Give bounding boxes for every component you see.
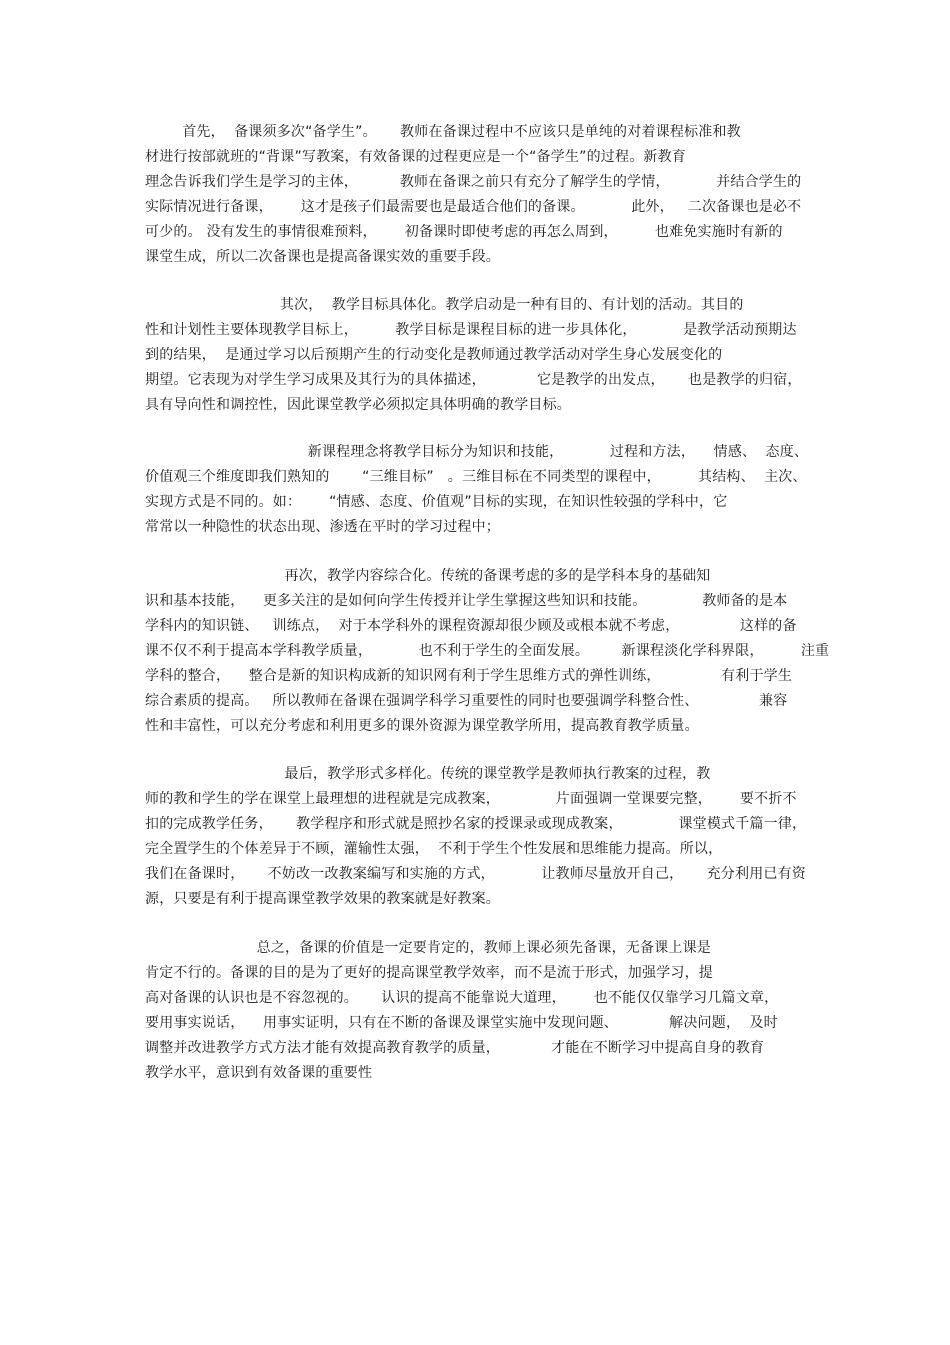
text-line: 可少的。 没有发生的事情很难预料， 初备课时即使考虑的再怎么周到， 也难免实施时有新的	[145, 224, 783, 240]
text-line: 课不仅不利于提高本学科教学质量， 也不利于学生的全面发展。 新课程淡化学科界限， 注重	[145, 643, 830, 659]
text-line: 实现方式是不同的。如： “情感、态度、价值观”目标的实现，在知识性较强的学科中，它	[145, 494, 728, 510]
text-line: 扣的完成教学任务， 教学程序和形式就是照抄名家的授课录或现成教案， 课堂模式千篇一律，	[145, 816, 807, 832]
text-line: 期望。它表现为对学生学习成果及其行为的具体描述， 它是教学的出发点， 也是教学的归宿，	[145, 372, 802, 388]
text-line: 课堂生成，所以二次备课也是提高备课实效的重要手段。	[145, 249, 500, 265]
text-line: 常常以一种隐性的状态出现、渗透在平时的学习过程中；	[145, 519, 500, 535]
text-line: 我们在备课时， 不妨改一改教案编写和实施的方式， 让教师尽量放开自己， 充分利用已有资	[145, 866, 807, 882]
text-line: 识和基本技能， 更多关注的是如何向学生传授并让学生掌握这些知识和技能。 教师备的是本	[145, 593, 788, 609]
text-line: 高对备课的认识也是不容忽视的。 认识的提高不能靠说大道理， 也不能仅仅靠学习几篇文章，	[145, 990, 779, 1006]
text-line: 材进行按部就班的“背课”写教案，有效备课的过程更应是一个“备学生”的过程。新教育	[145, 149, 687, 165]
text-line: 教学水平，意识到有效备课的重要性	[145, 1065, 373, 1081]
text-line: 具有导向性和调控性，因此课堂教学必须拟定具体明确的教学目标。	[145, 397, 571, 413]
text-line: 要用事实说话， 用事实证明，只有在不断的备课及课堂实施中发现问题、 解决问题， 及时	[145, 1015, 778, 1031]
text-line: 首先， 备课须多次“备学生”。 教师在备课过程中不应该只是单纯的对着课程标准和教	[145, 124, 741, 140]
text-line: 实际情况进行备课， 这才是孩子们最需要也是最适合他们的备课。 此外， 二次备课也是必不	[145, 199, 802, 215]
text-line: 新课程理念将教学目标分为知识和技能， 过程和方法， 情感、 态度、	[145, 444, 809, 460]
text-line: 源，只要是有利于提高课堂教学效果的教案就是好教案。	[145, 891, 500, 907]
text-line: 最后，教学形式多样化。传统的课堂教学是教师执行教案的过程，教	[145, 766, 711, 782]
text-line: 总之，备课的价值是一定要肯定的，教师上课必须先备课，无备课上课是	[145, 940, 712, 956]
text-line: 综合素质的提高。 所以教师在备课在强调学科学习重要性的同时也要强调学科整合性、 兼容	[145, 693, 788, 709]
text-line: 价值观三个维度即我们熟知的 “三维目标” 。三维目标在不同类型的课程中， 其结构、 主次、	[145, 469, 807, 485]
text-line: 理念告诉我们学生是学习的主体， 教师在备课之前只有充分了解学生的学情， 并结合学生的	[145, 174, 802, 190]
text-line: 再次，教学内容综合化。传统的备课考虑的多的是学科本身的基础知	[145, 568, 711, 584]
text-line: 完全置学生的个体差异于不顾，灌输性太强， 不利于学生个性发展和思维能力提高。所以，	[145, 841, 723, 857]
text-line: 师的教和学生的学在课堂上最理想的进程就是完成教案， 片面强调一堂课要完整， 要不折不	[145, 791, 797, 807]
text-line: 其次， 教学目标具体化。教学启动是一种有目的、有计划的活动。其目的	[145, 297, 744, 313]
text-line: 性和计划性主要体现教学目标上， 教学目标是课程目标的进一步具体化， 是教学活动预期达	[145, 322, 797, 338]
text-line: 到的结果， 是通过学习以后预期产生的行动变化是教师通过教学活动对学生身心发展变化的	[145, 347, 723, 363]
text-line: 调整并改进教学方式方法才能有效提高教育教学的质量， 才能在不断学习中提高自身的教育	[145, 1040, 765, 1056]
text-line: 学科的整合， 整合是新的知识构成新的知识网有利于学生思维方式的弹性训练， 有利于学生	[145, 668, 793, 684]
text-line: 性和丰富性，可以充分考虑和利用更多的课外资源为课堂教学所用，提高教育教学质量。	[145, 718, 699, 734]
text-line: 学科内的知识链、 训练点， 对于本学科外的课程资源却很少顾及或根本就不考虑， 这样的备	[145, 618, 797, 634]
text-line: 肯定不行的。备课的目的是为了更好的提高课堂教学效率，而不是流于形式，加强学习，提	[145, 965, 713, 981]
